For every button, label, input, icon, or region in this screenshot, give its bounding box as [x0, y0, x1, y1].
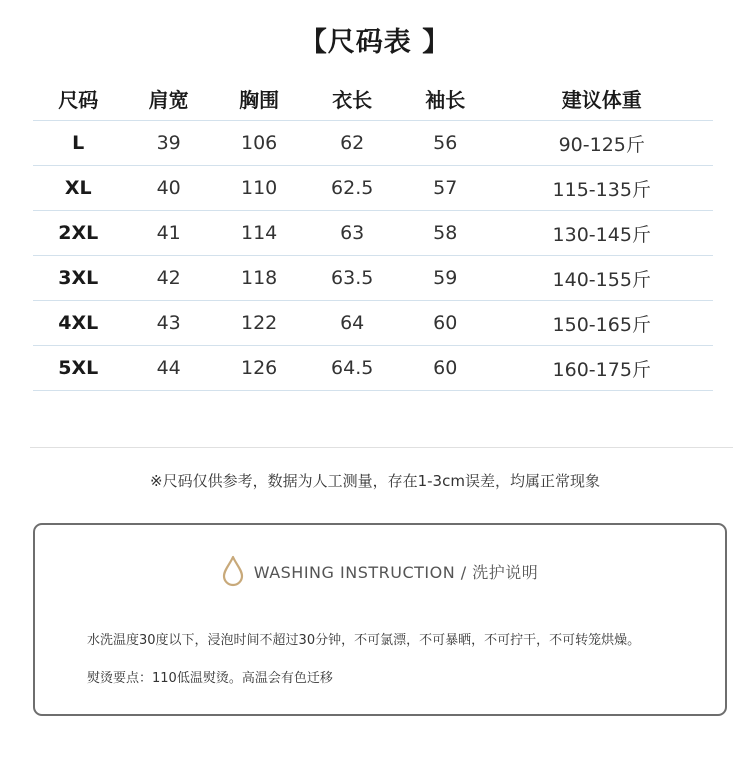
table-row — [33, 121, 713, 166]
cell-sleeve: 57 — [400, 166, 490, 211]
cell-shoulder: 40 — [123, 166, 213, 211]
cell-size: 2XL — [33, 211, 123, 256]
size-chart-table — [33, 76, 713, 391]
header-weight: 建议体重 — [490, 76, 713, 121]
header-shoulder: 肩宽 — [123, 76, 213, 121]
table-row — [33, 211, 713, 256]
cell-sleeve: 56 — [400, 121, 490, 166]
cell-length: 63 — [304, 211, 400, 256]
page-title: 【尺码表 】 — [299, 27, 451, 58]
cell-shoulder: 42 — [123, 256, 213, 301]
cell-size: L — [33, 121, 123, 166]
cell-length: 62.5 — [304, 166, 400, 211]
cell-size: XL — [33, 166, 123, 211]
measurement-note: ※尺码仅供参考，数据为人工测量，存在1-3cm误差，均属正常现象 — [150, 472, 600, 490]
section-divider — [30, 447, 733, 448]
cell-sleeve: 60 — [400, 301, 490, 346]
cell-chest: 126 — [214, 346, 304, 391]
cell-length: 64 — [304, 301, 400, 346]
washing-title: WASHING INSTRUCTION / 洗护说明 — [253, 562, 539, 582]
ironing-rule-text: 熨烫要点：110低温熨烫。高温会有色迁移 — [87, 671, 333, 686]
cell-shoulder: 44 — [123, 346, 213, 391]
table-row — [33, 166, 713, 211]
cell-size: 5XL — [33, 346, 123, 391]
table-row — [33, 256, 713, 301]
cell-sleeve: 58 — [400, 211, 490, 256]
cell-length: 63.5 — [304, 256, 400, 301]
cell-weight: 150-165斤 — [490, 301, 713, 346]
cell-shoulder: 41 — [123, 211, 213, 256]
cell-chest: 122 — [214, 301, 304, 346]
cell-shoulder: 39 — [123, 121, 213, 166]
cell-size: 4XL — [33, 301, 123, 346]
washing-header — [35, 555, 725, 587]
cell-sleeve: 60 — [400, 346, 490, 391]
header-sleeve: 袖长 — [400, 76, 490, 121]
table-row — [33, 301, 713, 346]
cell-chest: 118 — [214, 256, 304, 301]
header-length: 衣长 — [304, 76, 400, 121]
cell-weight: 130-145斤 — [490, 211, 713, 256]
header-chest: 胸围 — [214, 76, 304, 121]
table-row — [33, 346, 713, 391]
cell-size: 3XL — [33, 256, 123, 301]
cell-chest: 110 — [214, 166, 304, 211]
cell-weight: 90-125斤 — [490, 121, 713, 166]
cell-weight: 115-135斤 — [490, 166, 713, 211]
cell-sleeve: 59 — [400, 256, 490, 301]
cell-chest: 114 — [214, 211, 304, 256]
cell-length: 62 — [304, 121, 400, 166]
cell-shoulder: 43 — [123, 301, 213, 346]
water-drop-icon — [222, 555, 244, 587]
cell-length: 64.5 — [304, 346, 400, 391]
header-size: 尺码 — [33, 76, 123, 121]
cell-weight: 160-175斤 — [490, 346, 713, 391]
cell-chest: 106 — [214, 121, 304, 166]
cell-weight: 140-155斤 — [490, 256, 713, 301]
washing-rule-text: 水洗温度30度以下，浸泡时间不超过30分钟，不可氯漂，不可暴晒，不可拧干，不可转笼烘燥。 — [87, 633, 641, 648]
washing-instruction-box — [33, 523, 727, 716]
table-header-row — [33, 76, 713, 121]
